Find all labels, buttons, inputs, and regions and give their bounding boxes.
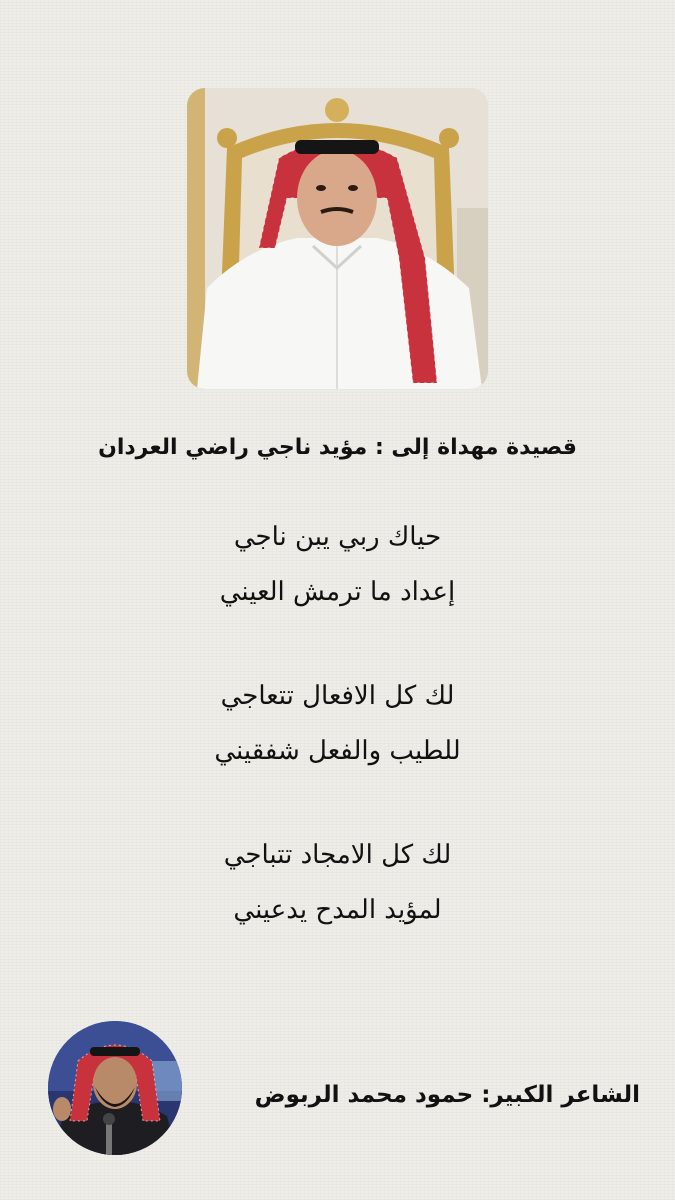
poem-verse: لك كل الافعال تتعاجي [220,681,455,711]
poem [60,510,615,987]
poet-avatar-illustration [48,1021,182,1155]
main-portrait-photo [187,88,488,389]
poet-caption: الشاعر الكبير: حمود محمد الربوض [254,1082,640,1108]
poem-verse: حياك ربي يبن ناجي [233,522,442,552]
poem-verse: لك كل الامجاد تتباجي [223,840,452,870]
poem-stanza [60,828,615,938]
dedication-heading: قصيدة مهداة إلى : مؤيد ناجي راضي العردان [98,435,577,460]
poem-stanza [60,669,615,779]
poem-verse: لمؤيد المدح يدعيني [233,895,442,925]
poem-stanza [60,510,615,620]
poem-verse: إعداد ما ترمش العيني [219,577,456,607]
poem-verse: للطيب والفعل شفقيني [214,736,461,766]
poet-avatar [48,1021,182,1155]
portrait-illustration [187,88,488,389]
